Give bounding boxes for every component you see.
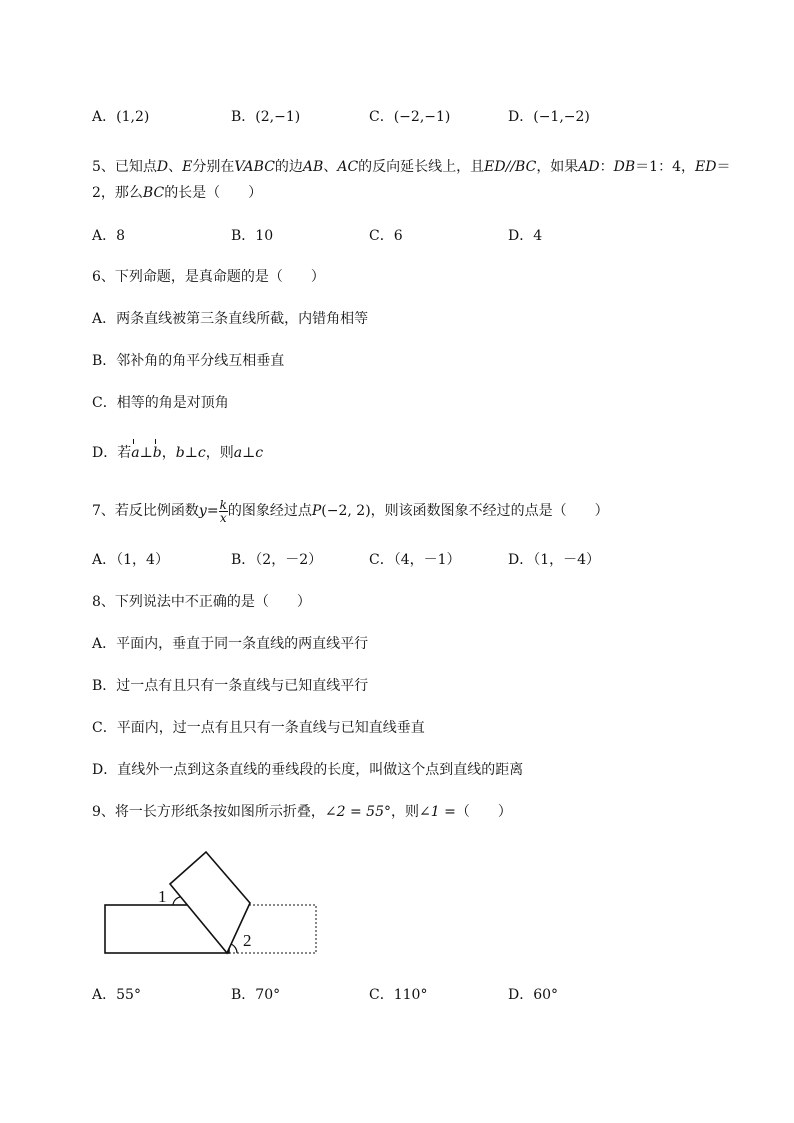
q8-option-b: B．过一点有且只有一条直线与已知直线平行 (92, 678, 369, 694)
q9-option-c: C．110° (369, 987, 428, 1003)
q8-option-d: D．直线外一点到这条直线的垂线段的长度，叫做这个点到直线的距离 (92, 762, 524, 778)
q6-option-a: A．两条直线被第三条直线所截，内错角相等 (92, 311, 369, 327)
q9-option-d: D．60° (508, 987, 559, 1003)
q5-stem-line1: 5、已知点D、E分别在VABC的边AB、AC的反向延长线上，且ED//BC，如果AD：DB＝1：4，ED＝ (92, 159, 731, 175)
q5-stem-line2: 2，那么BC的长是（ ） (92, 185, 263, 201)
q8-option-c: C．平面内，过一点有且只有一条直线与已知直线垂直 (92, 720, 425, 736)
q9-option-a: A．55° (92, 987, 141, 1003)
q8-option-a: A．平面内，垂直于同一条直线的两直线平行 (92, 636, 369, 652)
q6-stem: 6、下列命题，是真命题的是（ ） (92, 269, 325, 285)
q5-option-d: D．4 (508, 228, 543, 244)
q5-option-b: B．10 (231, 228, 274, 244)
q9-stem: 9、将一长方形纸条按如图所示折叠，∠2 = 55°，则∠1 =（ ） (92, 804, 512, 820)
q5-option-a: A．8 (92, 228, 126, 244)
q7-option-d: D．（1，－4） (508, 552, 601, 568)
q8-stem: 8、下列说法中不正确的是（ ） (92, 594, 311, 610)
angle-1-label: 1 (158, 887, 167, 906)
q7-option-b: B．（2，－2） (231, 552, 323, 568)
folded-part (170, 852, 250, 953)
q4-option-d: D．(−1,−2) (508, 109, 590, 125)
q7-stem: 7、若反比例函数y= $\frac{k}{x}$ 的图象经过点P(−2, 2)，则该函数图象不经过的点是（ ） (92, 497, 609, 525)
q4-option-a: A．(1,2) (92, 109, 150, 125)
q7-option-a: A．（1，4） (92, 552, 169, 568)
folded-paper-strip-figure (95, 845, 325, 960)
q4-option-c: C．(−2,−1) (369, 109, 451, 125)
q4-option-b: B．(2,−1) (231, 109, 301, 125)
q6-option-c: C．相等的角是对顶角 (92, 395, 229, 411)
angle-2-arc (231, 944, 237, 953)
q6-option-d: D．若a⊥b，b⊥c，则a⊥c (92, 445, 264, 461)
q6-option-b: B．邻补角的角平分线互相垂直 (92, 353, 285, 369)
q7-fraction: $\frac{k}{x}$ (219, 497, 227, 525)
angle-2-label: 2 (243, 931, 252, 950)
angle-1-arc (173, 897, 180, 905)
q5-option-c: C．6 (369, 228, 403, 244)
q9-option-b: B．70° (231, 987, 281, 1003)
q7-option-c: C．（4，－1） (369, 552, 461, 568)
